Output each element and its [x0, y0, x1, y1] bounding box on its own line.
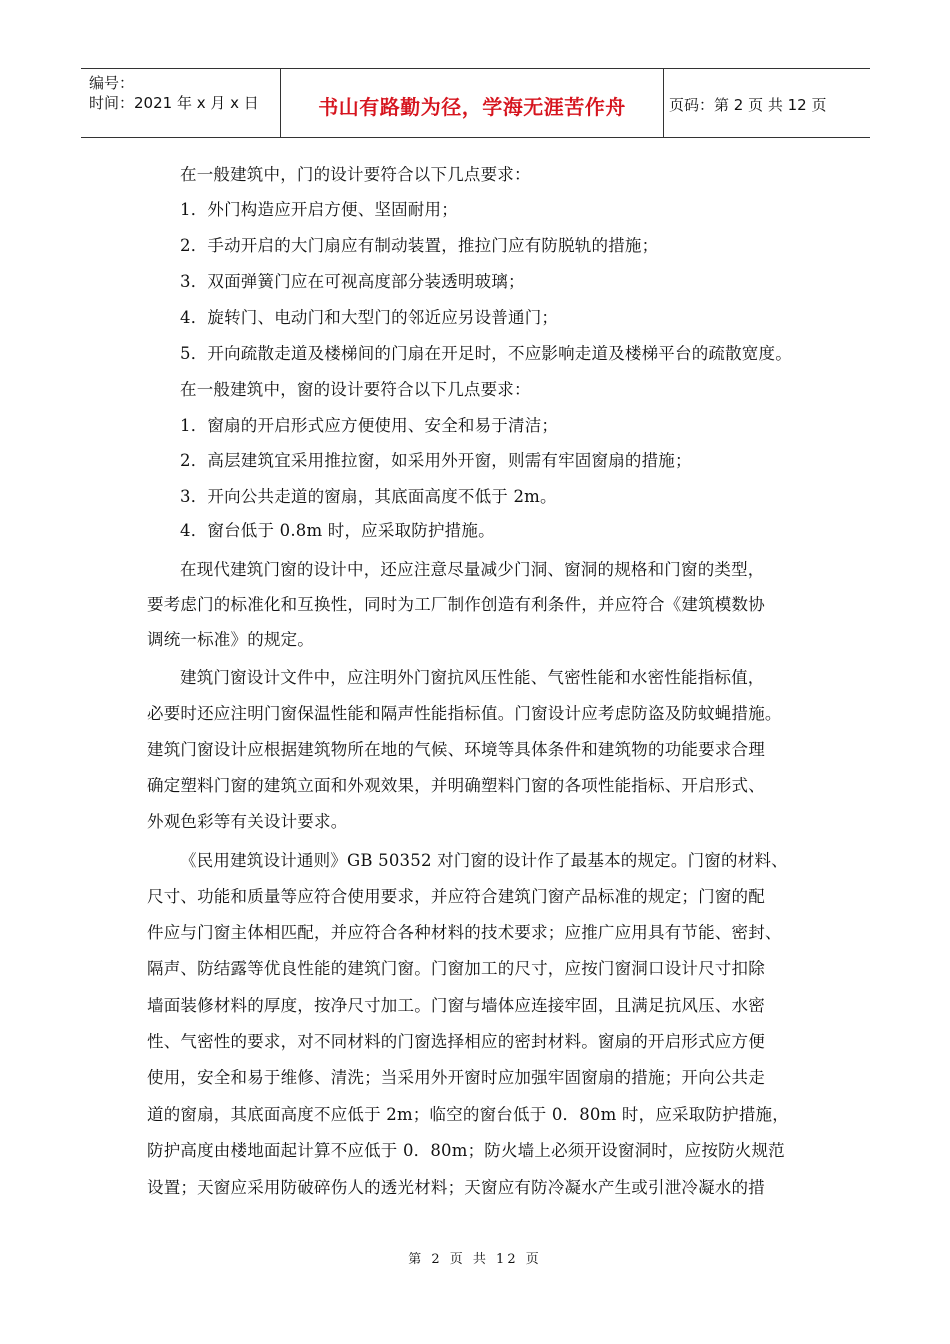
- text-line: 在一般建筑中，窗的设计要符合以下几点要求：: [180, 380, 531, 399]
- text-line: 使用，安全和易于维修、清洗；当采用外开窗时应加强牢固窗扇的措施；开向公共走: [147, 1068, 765, 1087]
- text-line: 2．手动开启的大门扇应有制动装置，推拉门应有防脱轨的措施；: [180, 236, 659, 255]
- time-label: 时间：2021 年 x 月 x 日: [89, 94, 259, 112]
- text-line: 性、气密性的要求，对不同材料的门窗选择相应的密封材料。窗扇的开启形式应方便: [147, 1032, 765, 1051]
- text-line: 在一般建筑中，门的设计要符合以下几点要求：: [180, 165, 531, 184]
- text-line: 确定塑料门窗的建筑立面和外观效果，并明确塑料门窗的各项性能指标、开启形式、: [147, 776, 765, 795]
- text-line: 2．高层建筑宜采用推拉窗，如采用外开窗，则需有牢固窗扇的措施；: [180, 451, 692, 470]
- motto: 书山有路勤为径，学海无涯苦作舟: [318, 95, 626, 119]
- text-line: 外观色彩等有关设计要求。: [147, 812, 348, 831]
- text-line: 防护高度由楼地面起计算不应低于 0．80m；防火墙上必须开设窗洞时，应按防火规范: [147, 1141, 785, 1160]
- document-header: [81, 68, 870, 138]
- text-line: 4．旋转门、电动门和大型门的邻近应另设普通门；: [180, 308, 559, 327]
- text-line: 在现代建筑门窗的设计中，还应注意尽量减少门洞、窗洞的规格和门窗的类型，: [180, 560, 765, 579]
- text-line: 建筑门窗设计应根据建筑物所在地的气候、环境等具体条件和建筑物的功能要求合理: [147, 740, 765, 759]
- header-motto-cell: [280, 69, 664, 137]
- text-line: 件应与门窗主体相匹配，并应符合各种材料的技术要求；应推广应用具有节能、密封、: [147, 923, 782, 942]
- text-line: 尺寸、功能和质量等应符合使用要求，并应符合建筑门窗产品标准的规定；门窗的配: [147, 887, 765, 906]
- text-line: 5．开向疏散走道及楼梯间的门扇在开足时，不应影响走道及楼梯平台的疏散宽度。: [180, 344, 792, 363]
- text-line: 《民用建筑设计通则》GB 50352 对门窗的设计作了最基本的规定。门窗的材料、: [180, 851, 788, 870]
- text-line: 道的窗扇，其底面高度不应低于 2m；临空的窗台低于 0．80m 时，应采取防护措施，: [147, 1105, 789, 1124]
- text-line: 1．外门构造应开启方便、坚固耐用；: [180, 200, 458, 219]
- header-meta-cell: [81, 69, 280, 137]
- text-line: 必要时还应注明门窗保温性能和隔声性能指标值。门窗设计应考虑防盗及防蚊蝇措施。: [147, 704, 782, 723]
- text-line: 建筑门窗设计文件中，应注明外门窗抗风压性能、气密性能和水密性能指标值，: [180, 668, 765, 687]
- text-line: 1．窗扇的开启形式应方便使用、安全和易于清洁；: [180, 416, 559, 435]
- page-info: 页码：第 2 页 共 12 页: [669, 96, 827, 114]
- number-label: 编号：: [89, 74, 135, 92]
- text-line: 设置；天窗应采用防破碎伤人的透光材料；天窗应有防冷凝水产生或引泄冷凝水的措: [147, 1178, 765, 1197]
- text-line: 3．双面弹簧门应在可视高度部分装透明玻璃；: [180, 272, 525, 291]
- text-line: 隔声、防结露等优良性能的建筑门窗。门窗加工的尺寸，应按门窗洞口设计尺寸扣除: [147, 959, 765, 978]
- text-line: 3．开向公共走道的窗扇，其底面高度不低于 2m。: [180, 487, 557, 506]
- text-line: 墙面装修材料的厚度，按净尺寸加工。门窗与墙体应连接牢固，且满足抗风压、水密: [147, 996, 765, 1015]
- page-footer: 第 2 页 共 12 页: [408, 1252, 542, 1267]
- text-line: 4．窗台低于 0.8m 时，应采取防护措施。: [180, 521, 495, 540]
- text-line: 调统一标准》的规定。: [147, 630, 314, 649]
- header-page-cell: [663, 69, 870, 137]
- text-line: 要考虑门的标准化和互换性，同时为工厂制作创造有利条件，并应符合《建筑模数协: [147, 595, 765, 614]
